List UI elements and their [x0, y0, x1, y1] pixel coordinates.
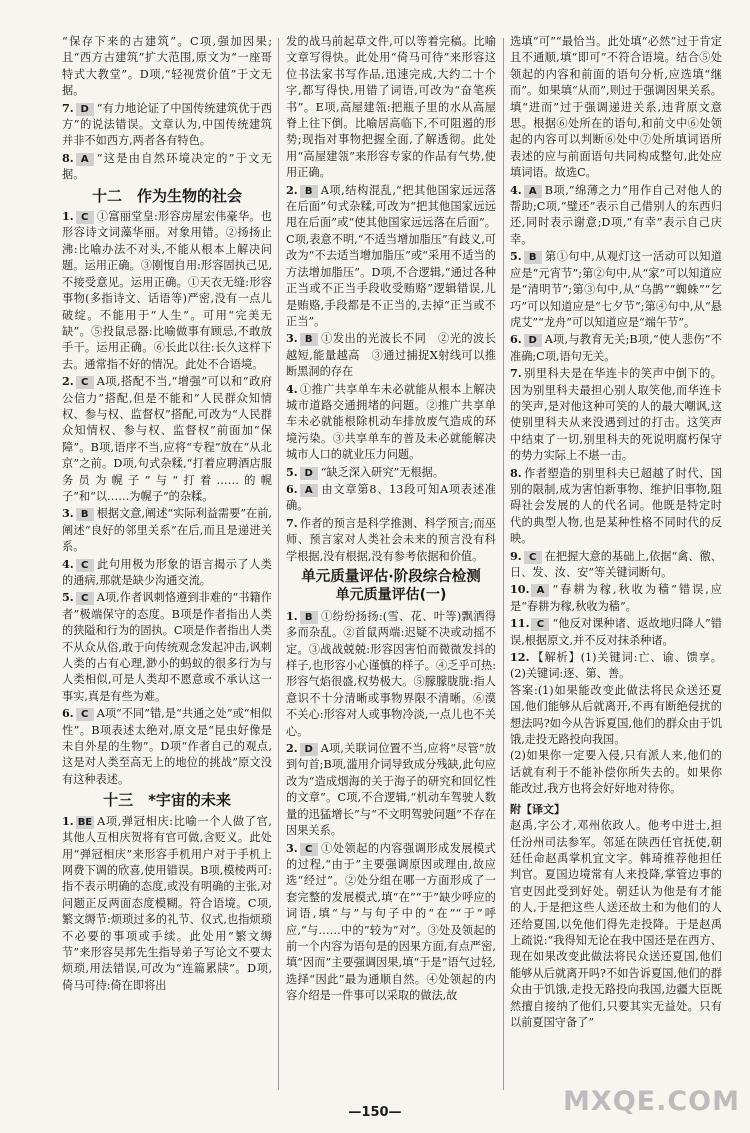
item-number: 5.: [62, 590, 74, 605]
answer-item: [286, 330, 496, 380]
answer-letter: B: [300, 611, 318, 624]
item-number: 2.: [286, 741, 298, 756]
item-number: 6.: [510, 332, 522, 347]
answer-letter: D: [76, 103, 94, 116]
answer-letter: B: [300, 185, 318, 198]
answer-letter: D: [300, 467, 318, 480]
column-divider: [503, 38, 504, 1090]
answer-letter: A: [300, 484, 318, 497]
item-text: 作者的预言是科学推测、科学预言;而巫师、预言家对人类社会未来的预言没有科学根据,没有根据,没有参考依据和价值。: [286, 516, 496, 563]
answer-item: [510, 581, 722, 615]
answer-item: [62, 813, 272, 994]
answer-item: [510, 615, 722, 649]
item-number: 11.: [510, 616, 530, 631]
answer-letter: C: [76, 592, 94, 605]
item-number: 1.: [62, 209, 74, 224]
item-number: 3.: [286, 331, 298, 346]
answer-letter: B: [300, 333, 318, 346]
item-number: 5.: [510, 249, 522, 264]
item-text: “缺乏深入研究”无根据。: [320, 465, 445, 479]
answer-item: [510, 548, 722, 582]
item-text: 由文章第8、13段可知A项表述准确。: [286, 482, 496, 513]
page-number: —150—: [348, 1105, 402, 1120]
answer-item: [510, 182, 722, 249]
left-column: [62, 34, 272, 1094]
column-divider: [278, 38, 279, 1090]
middle-column: [286, 34, 496, 1094]
item-number: 7.: [510, 366, 522, 381]
item-text: A项“不同”错,是“共通之处”或“相似性”。B项表述太绝对,原文是“昆虫好像是未自外星的生物”。D项“作者自己的观点,这是对人类至高无上的地位的挑战”原文没有这种表述。: [62, 707, 272, 786]
answer-letter: C: [76, 559, 94, 572]
answer-item: [62, 150, 272, 184]
item-number: 9.: [510, 548, 522, 563]
item-text: 此句用极为形象的语言揭示了人类的通病,那就是缺少沟通交流。: [62, 557, 272, 587]
item-number: 3.: [62, 506, 74, 521]
item-text: A项,关联词位置不当,应将“尽管”放到句首;B项,滥用介词导致成分残缺,此句应改为“造成烟海的关于海子的研究和回忆性的文章”。C项,不合逻辑,“机动车驾驶人数量的迅猛增长”与“不文明驾驶问题”不存在因果关系。: [286, 742, 496, 838]
answer-letter: C: [76, 211, 94, 224]
answer-letter: C: [524, 551, 542, 564]
item-number: 4.: [286, 381, 298, 396]
item-number: 1.: [286, 608, 298, 623]
watermark: MXQE.COM: [563, 1086, 740, 1117]
answer-item: [510, 365, 722, 464]
answer-item: [286, 740, 496, 839]
answer-letter: D: [524, 334, 542, 347]
answer-letter: B: [76, 508, 94, 521]
item-number: 6.: [62, 706, 74, 721]
answer-item: [62, 373, 272, 505]
item-text: “他反对课种诸、返故地归降人”错误,根据原文,并不反对抹杀种诸。: [510, 617, 722, 647]
item-number: 7.: [286, 515, 298, 530]
answer-item: [62, 100, 272, 150]
item-number: 4.: [62, 556, 74, 571]
item-text: 别里科夫是在华连卡的笑声中倒下的。因为别里科夫最担心别人取笑他,而华连卡的笑声,是对他这种可笑的人的最大嘲讽,这使别里科夫从来没遇到过的打击。这笑声中结束了一切,别里科夫的死说明腐朽保守的势力实际上不堪一击。: [510, 367, 722, 463]
item-text: ①富丽堂皇:形容房屋宏伟豪华。也形容诗文词藻华丽。对象用错。②扬扬止沸:比喻办法不对头,不能从根本上解决问题。运用正确。③刚愎自用:形容固执己见,不接受意见。运用正确。①天衣无缝:形容事物(多指诗文、话语等)严密,没有一点儿破绽。不能用于“人生”。可用“完美无缺”。⑤投鼠忌器:比喻做事有顾忌,不敢放手干。运用正确。⑥长此以往:长久这样下去。通常指不好的情况。此处不合语境。: [62, 210, 272, 371]
item-text: “春耕为稼,秋收为穑”错误,应是“春耕为稼,秋收为穑”。: [510, 583, 722, 613]
paragraph: 发的战马前起草文件,可以等着完稿。比喻文章写得快。此处用“倚马可待”来形容这位书法家书写作品,迅速完成,大约二十个字,都写得快,用错了词语,可改为“奋笔疾书”。E项,高屋建瓴:把瓶子里的水从高屋脊上往下倒。比喻居高临下,不可阻遏的形势;现指对事物把握全面,了解透彻。此处用“高屋建瓴”来形容专家的作品有气势,使用正确。: [286, 35, 496, 180]
answer-item: [286, 182, 496, 331]
item-number: 6.: [286, 481, 298, 496]
item-number: 7.: [62, 100, 74, 115]
item-text: “有力地论证了中国传统建筑优于西方”的说法错误。文章认为,中国传统建筑并非不如西方,两者各有特色。: [62, 101, 272, 148]
item-text: 第①句中,从观灯这一活动可以知道应是“元宵节”;第②句中,从“家”可以知道应是“清明节”;第③句中,从“乌鹊”“蜘蛛”“乞巧”可以知道应是“七夕节”;第④句中,从“悬虎艾”“龙舟”可以知道应是“端午节”。: [510, 250, 722, 329]
item-text: ①纷纷扬扬:(雪、花、叶等)飘洒得多而杂乱。②首鼠两端:迟疑不决或动摇不定。③战战兢兢:形容因害怕而微微发抖的样子,也形容小心谨慎的样子。④乏乎可热:形容气焰很盛,权势极大。⑤朦朦胧胧:指人意识不十分清晰或事物界限不清晰。⑥漠不关心:形容对人或事物冷淡,一点儿也不关心。: [286, 609, 496, 738]
item-text: 在把握大意的基础上,依据“禽、徼、日、发、汝、安”等关键词断句。: [510, 549, 722, 579]
item-text: 根据文意,阐述“实际利益需要”在前,阐述“良好的邻里关系”在后,而且是递进关系。: [62, 507, 272, 554]
answer-item: [62, 589, 272, 705]
answer-letter: C: [300, 843, 318, 856]
item-text: ①处领起的内容强调形成发展模式的过程,“由于”主要强调原因或理由,故应选“经过”。②处分组在哪一方面形成了一套完整的发展模式,填“在”“于”缺少呼应的词语,填“与”与句子中的“在”“于”呼应,“与……中的”较为“对”。③处及领起的前一个内容为语句是的因果方面,有点严密,填“因而”主要强调因果,填“于是”语气过轻,选择“因此”最为通顺自然。④处领起的内容介绍是一件事可以采取的做法,故: [286, 841, 496, 1003]
answer-letter: D: [300, 743, 318, 756]
answer-letter: A: [76, 153, 94, 166]
item-number: 2.: [286, 182, 298, 197]
answer-letter: B: [524, 251, 542, 264]
paragraph: “保存下来的古建筑”。C项,强加因果;且“西方古建筑”扩大范围,原文为“一座哥特式大教堂”。D项,“轻视赏价值”于文无据。: [62, 35, 272, 98]
answer-item: [286, 481, 496, 515]
answer-letter: BE: [77, 816, 93, 828]
answer-item: [62, 208, 272, 373]
item-number: 4.: [510, 182, 522, 197]
answer-item: [62, 505, 272, 555]
answer-item: [62, 556, 272, 590]
item-number: 1.: [62, 813, 74, 828]
item-number: 10.: [510, 582, 530, 597]
item-number: 3.: [286, 840, 298, 855]
paragraph: 赵禹,字公才,邓州依政人。他考中进士,担任汾州司法参军。邻延在陕西任官抚使,朝廷任命赵禹掌机宜文字。韩琦推荐他担任判官。夏国边境常有人来投降,掌管边事的官吏因此受到好处。朝廷认为他是有才能的人,于是把这些人送还故土和为他们的人还给夏国,以免他们得先走投降。于是赵禹上疏说:“我得知无论在我中国还是在西方、现在如果改变此做法将民众送还夏国,他们能够从后就离开吗?不如告诉夏国,他们的群众由于饥饿,走投无路投向我国,边疆大臣既然擅自接纳了他们,只要其实无益处。只有以前夏国守备了”: [510, 819, 722, 1029]
item-number: 8.: [62, 150, 74, 165]
item-text: A项,弹冠相庆:比喻一个人做了官,其他人互相庆贺将有官可做,含贬义。此处用“弹冠相庆”来形容手机用户对于手机上网费下调的欣喜,使用错误。B项,模棱两可:指不表示明确的态度,或没有明确的主张,对问题正反两面态度模糊。符合语境。C项,繁文缛节:烦琐过多的礼节、仪式,也指烦琐不必要的事项或手续。此处用“繁文缛节”来形容吴邦先生指导弟子写论文不要太烦琐,用法错误,可改为“连篇累牍”。D项,倚马可待:倚在即将出: [62, 814, 272, 992]
item-text: A项,作者讽刺恪遵到非难的“书籍作者”极端保守的态度。B项是作者指出人类的狭隘和行为的固执。C项是作者指出人类不从众从俗,敢于向传统观念发起冲击,讽刺人类的占有心理,渺小的蚂蚁的很多行为与人类相似,可是人类却不愿意或不承认这一事实,真是有些为难。: [62, 591, 272, 703]
paragraph: (2)如果你一定要入侵,只有派人来,他们的话就有利于不能补偿你所失去的。如果你能改过,我方也将会好好地对待你。: [510, 749, 722, 796]
answer-letter: C: [76, 376, 94, 389]
paragraph: 答案:(1)如果能改变此做法将民众送还夏国,他们能够从后就离开,不再有断绝侵扰的想法吗?如今从告诉夏国,他们的群众由于饥饿,走投无路投向我国。: [510, 683, 722, 747]
answer-item: [286, 381, 496, 464]
item-number: 8.: [510, 465, 522, 480]
answer-item: [510, 248, 722, 331]
item-text: “这是由自然环境决定的”于文无据。: [62, 151, 272, 182]
answer-item: [286, 608, 496, 740]
answer-item: [62, 705, 272, 788]
item-text: A项,与教育无关;B项,“使人悲伤”不准确;C项,语句无关。: [510, 333, 722, 363]
translation-heading: 附【译文】: [510, 802, 565, 816]
answer-letter: C: [531, 618, 549, 631]
item-text: ①发出的光波长不同 ②光的波长越短,能量越高 ③通过捕捉X射线可以推断黑洞的存在: [286, 332, 496, 379]
item-number: 5.: [286, 464, 298, 479]
item-text: 【解析】(1)关键词:亡、谕、馈享。(2)关键词:逐、第、善。: [510, 651, 722, 681]
item-text: 作者塑造的别里科夫已超越了时代、国别的限制,成为害怕新事物、维护旧事物,阻碍社会发展的人的代名词。他既是特定时代的典型人物,也是某种性格不同时代的反映。: [510, 466, 722, 546]
answer-item: [286, 515, 496, 565]
unit-subheading: 单元质量评估(一): [335, 587, 447, 604]
chapter-heading: 十二 作为生物的社会: [91, 186, 242, 205]
chapter-heading: 十三 *宇宙的未来: [103, 791, 231, 810]
answer-item: [286, 464, 496, 481]
item-number: 12.: [510, 650, 530, 665]
unit-heading: 单元质量评估·阶段综合检测: [301, 569, 481, 585]
right-column: [510, 34, 722, 1094]
item-number: 2.: [62, 374, 74, 389]
answer-item: [510, 649, 722, 683]
answer-item: [510, 331, 722, 365]
item-text: B项,“绵薄之力”用作自己对他人的帮助;C项,“璧还”表示自己借别人的东西归还,同时表示谢意;D项,“有幸”表示自己庆幸。: [510, 183, 722, 246]
answer-item: [510, 465, 722, 548]
paragraph: 选填“可”“最恰当。此处填“必然”过于肯定且不通顺,填“即可”不符合语境。结合⑤处领起的内容和前面的语句分析,应选填“继而”。如果填“从而”,则过于强调因果关系。填“进而”过于强调递进关系,违背原文意思。根据⑥处所在的语句,和前文中⑥处领起的内容可以判断⑥处中⑦处所填词语所表述的应与前面语句共同构成整句,此处应填词语。故选C。: [510, 35, 722, 180]
item-text: A项,搭配不当,“增强”可以和“政府公信力”搭配,但是不能和“人民群众知情权、参与权、监督权”搭配,可改为“人民群众知情权、参与权、监督权”前面加“保障”。B项,语序不当,应将“专程”放在“从北京”之前。D项,句式杂糅,“打着应聘酒店服务员为幌子”与“打着……的幌子”和“以……为幌子”的杂糅。: [62, 375, 272, 503]
item-text: ①推广共享单车未必就能从根本上解决城市道路交通拥堵的问题。②推广共享单车未必就能根除机动车排放废气造成的环境污染。③共享单车的普及未必就能解决城市人口的就业压力问题。: [286, 382, 496, 462]
answer-letter: A: [524, 185, 542, 198]
answer-item: [286, 840, 496, 1005]
answer-letter: C: [76, 708, 94, 721]
answer-letter: A: [531, 584, 549, 597]
item-text: A项,结构混乱,“把其他国家远远落在后面”句式杂糅,可改为“把其他国家远远甩在后面”或“使其他国家远远落在后面”。C项,表意不明,“不适当增加脂压”有歧义,可改为“不去适当增加脂压”或“采用不适当的方法增加脂压”。D项,不合逻辑,“通过各种正当或不正当手段收受贿赂”逻辑错误,儿是贿赂,手段都是不正当的,去掉“正当或不正当”。: [286, 183, 496, 328]
